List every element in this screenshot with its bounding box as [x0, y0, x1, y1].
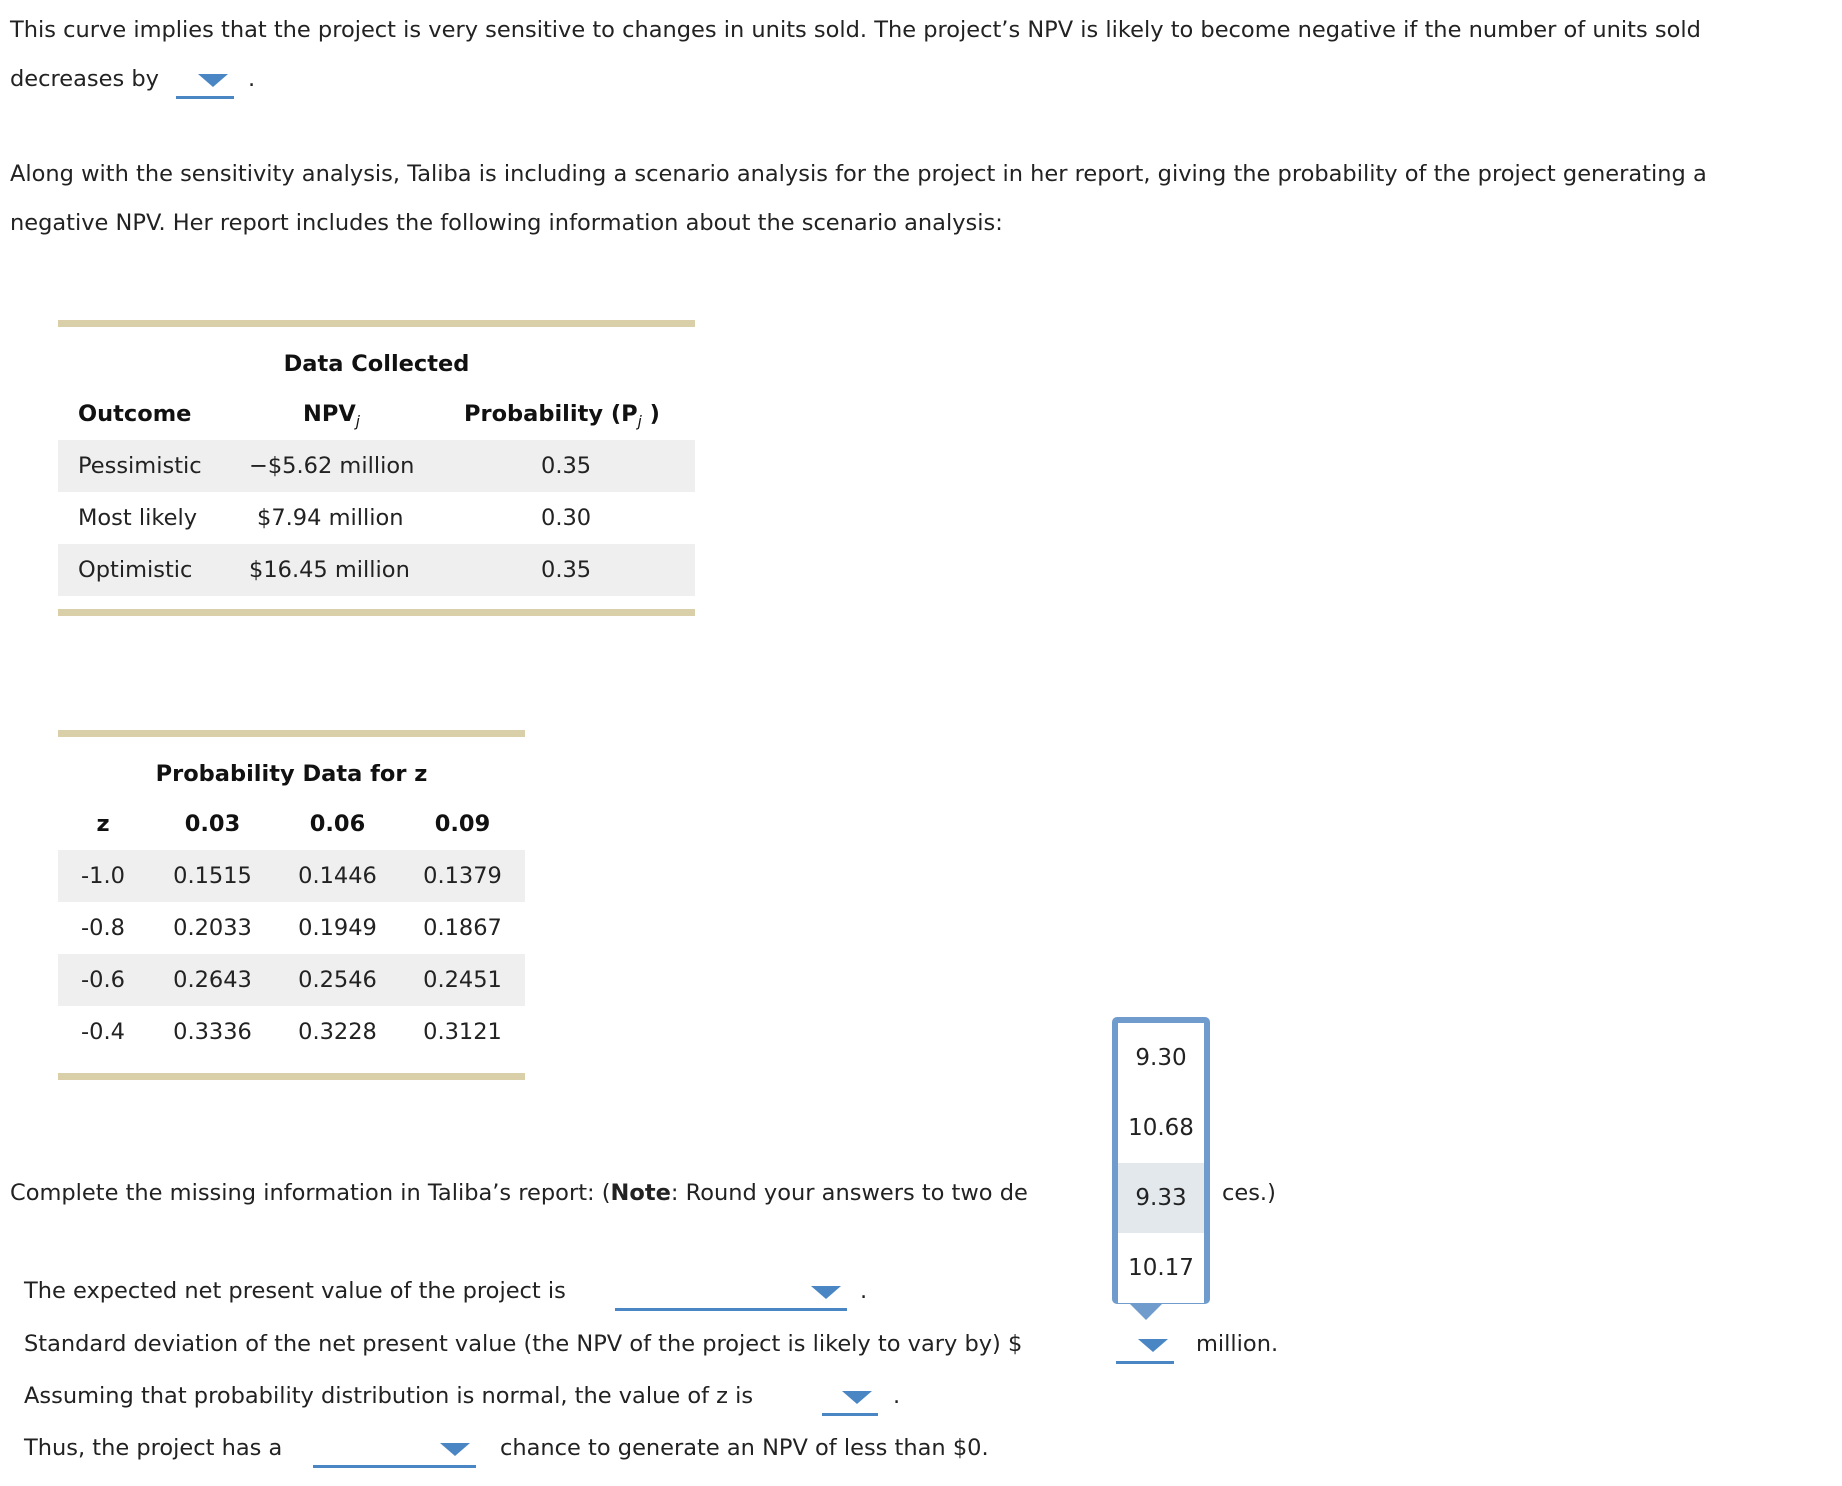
table-row-outcome: Most likely [78, 505, 198, 531]
table-top-rule [58, 320, 695, 327]
z-cell: 0.2033 [173, 915, 252, 941]
table-row-outcome: Pessimistic [78, 453, 202, 479]
z-header: 0.03 [184, 811, 241, 837]
z-cell: 0.1867 [423, 915, 502, 941]
table-title: Data Collected [283, 351, 470, 377]
table-row-npv: −$5.62 million [249, 453, 415, 479]
table-row-npv: $7.94 million [257, 505, 404, 531]
z-cell: 0.3228 [298, 1019, 377, 1045]
probability-dropdown[interactable] [313, 1435, 476, 1468]
header-npv: $NPV_j$ [303, 401, 360, 431]
z-cell: 0.1446 [298, 863, 377, 889]
q1-suffix: . [860, 1278, 868, 1304]
q2-label: Standard deviation of the net present value (the NPV of the project is likely to vary by) $ [24, 1331, 1023, 1357]
z-cell: -0.8 [81, 915, 125, 941]
header-probability: Probability ($P_j$ ) [464, 401, 660, 431]
dropdown-option[interactable]: 9.30 [1118, 1023, 1204, 1094]
q4-label: Thus, the project has a [24, 1435, 283, 1461]
table-row-prob: 0.30 [541, 505, 592, 531]
table-row-prob: 0.35 [541, 557, 592, 583]
std-dev-dropdown[interactable] [1116, 1331, 1174, 1364]
z-cell: 0.2546 [298, 967, 377, 993]
q1-label: The expected net present value of the project is [24, 1278, 566, 1304]
z-cell: 0.3121 [423, 1019, 502, 1045]
table-title: Probability Data for z [155, 761, 428, 787]
table-bottom-rule [58, 1073, 525, 1080]
header-outcome: Outcome [78, 401, 192, 427]
z-cell: 0.1515 [173, 863, 252, 889]
table-row-prob: 0.35 [541, 453, 592, 479]
z-cell: 0.2643 [173, 967, 252, 993]
intro-para2-line-2: negative NPV. Her report includes the following information about the scenario analysis: [10, 210, 1003, 236]
chevron-down-icon [198, 74, 228, 87]
chevron-down-icon [440, 1443, 470, 1456]
expected-npv-dropdown[interactable] [615, 1278, 847, 1311]
z-cell: 0.3336 [173, 1019, 252, 1045]
chevron-down-icon [842, 1391, 872, 1404]
q4-suffix: chance to generate an NPV of less than $0. [500, 1435, 989, 1461]
chevron-down-icon [811, 1286, 841, 1299]
chevron-down-icon [1138, 1339, 1168, 1352]
q3-label: Assuming that probability distribution is normal, the value of z is [24, 1383, 754, 1409]
z-cell: -0.4 [81, 1019, 125, 1045]
units-decrease-dropdown[interactable] [176, 66, 234, 99]
instructions-text: Complete the missing information in Taliba’s report: (Note: Round your answers to two de [10, 1180, 1028, 1206]
z-cell: 0.2451 [423, 967, 502, 993]
intro-line-2-prefix: decreases by [10, 66, 159, 92]
z-header: 0.06 [309, 811, 366, 837]
z-cell: -1.0 [81, 863, 125, 889]
dropdown-option[interactable]: 10.17 [1118, 1233, 1204, 1303]
z-header: 0.09 [434, 811, 491, 837]
z-header: z [96, 811, 110, 837]
q2-suffix: million. [1196, 1331, 1279, 1357]
q3-suffix: . [893, 1383, 901, 1409]
intro-line-1: This curve implies that the project is very sensitive to changes in units sold. The project’s NPV is likely to become negative if the number of units sold [10, 17, 1701, 43]
z-cell: 0.1949 [298, 915, 377, 941]
intro-line-2-suffix: . [248, 66, 256, 92]
intro-para2-line-1: Along with the sensitivity analysis, Taliba is including a scenario analysis for the project in her report, giving the probability of the project generating a [10, 161, 1707, 187]
instructions-tail: ces.) [1222, 1180, 1276, 1206]
dropdown-pointer [1129, 1303, 1163, 1320]
z-value-dropdown[interactable] [822, 1383, 878, 1416]
table-bottom-rule [58, 609, 695, 616]
table-row-npv: $16.45 million [249, 557, 410, 583]
z-cell: -0.6 [81, 967, 125, 993]
z-cell: 0.1379 [423, 863, 502, 889]
table-top-rule [58, 730, 525, 737]
dropdown-options-list [1112, 1017, 1210, 1304]
table-row-outcome: Optimistic [78, 557, 193, 583]
dropdown-option[interactable]: 10.68 [1118, 1093, 1204, 1164]
dropdown-option-highlighted[interactable]: 9.33 [1118, 1163, 1204, 1234]
